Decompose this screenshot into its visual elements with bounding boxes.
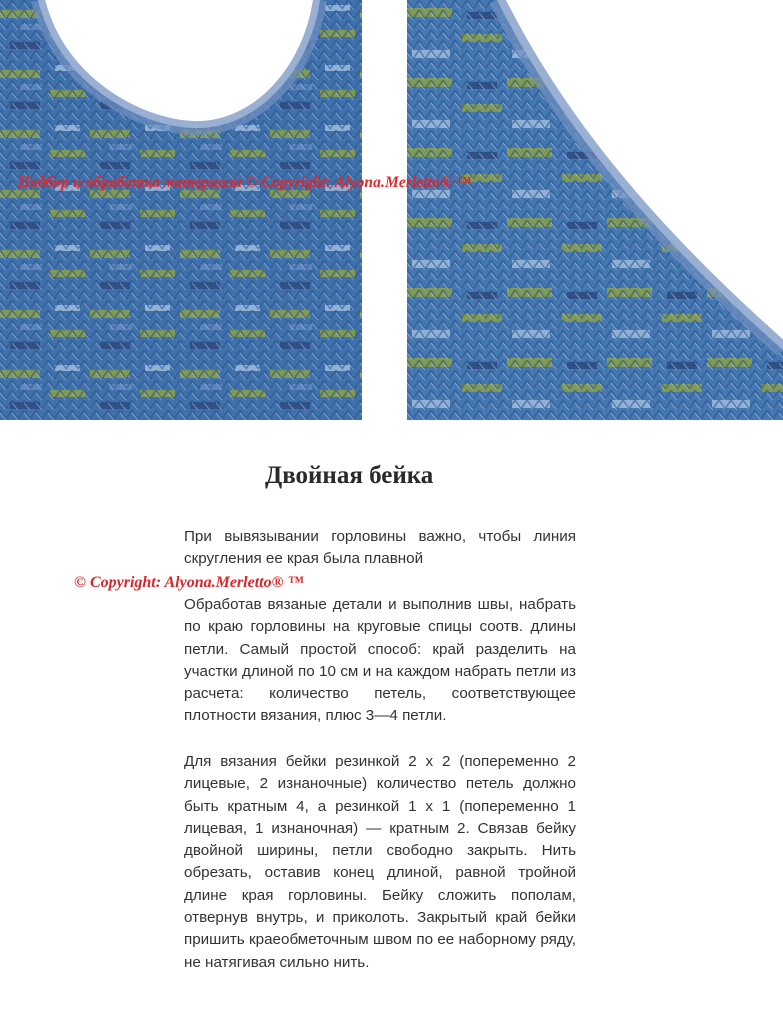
knit-photo-neckline-image	[0, 0, 362, 420]
instruction-paragraph-2: Для вязания бейки резинкой 2 х 2 (попеременно 2 лицевые, 2 изнаночные) количество петель должно быть кратным 4, а резинкой 1 х 1 (попеременно 1 лицевая, 1 изнаночная) — кратным 2. Связав бейку двойной ширины, петли свободно закрыть. Нить обрезать, оставив конец длиной, равной тройной длине края горловины. Бейку сложить пополам, отвернув внутрь, и приколоть. Закрытый край бейки пришить краеобметочным швом по ее наборному ряду, не натягивая сильно нить.	[184, 753, 576, 971]
instruction-paragraph-1: Обработав вязаные детали и выполнив швы, набрать по краю горловины на круговые спицы соотв. длины петли. Самый простой способ: край разделить на участки длиной по 10 см и на каждом набрать петли из расчета: количество петель, соответствующее плотности вязания, плюс 3—4 петли.	[184, 596, 576, 725]
knit-photo-neckline	[0, 0, 362, 420]
knit-photo-armhole-image	[407, 0, 783, 420]
intro-paragraph: При вывязывании горловины важно, чтобы линия скругления ее края была плавной	[184, 528, 576, 568]
article-heading: Двойная бейка	[265, 462, 434, 489]
copyright-watermark-top: Подбор и обработка материала © Copyright: Alyona.Merletto® ™	[18, 174, 472, 191]
knit-photo-armhole	[407, 0, 783, 420]
copyright-watermark-middle: © Copyright: Alyona.Merletto® ™	[74, 574, 304, 591]
